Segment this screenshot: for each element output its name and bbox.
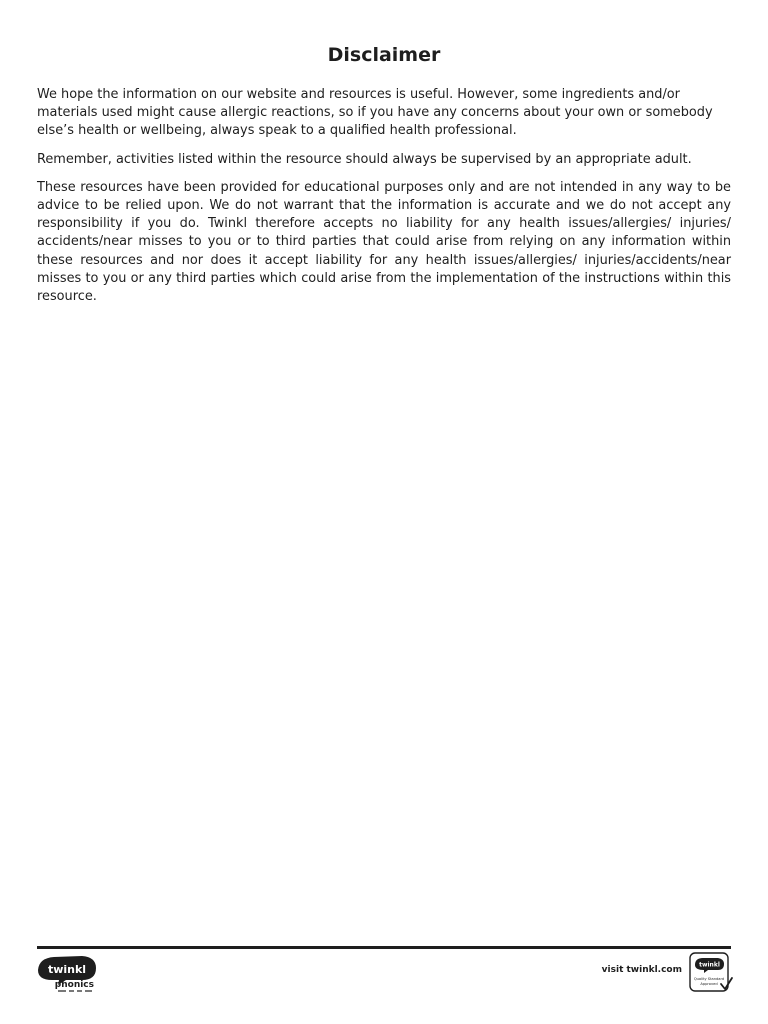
disclaimer-paragraph-2: Remember, activities listed within the resource should always be supervised by an appropriate adult. <box>37 151 692 167</box>
footer-divider <box>37 946 731 949</box>
logo-subtext: phonics <box>54 980 94 990</box>
logo-text: twinkl <box>47 963 87 976</box>
badge-text-line-2: Approved <box>700 982 718 986</box>
badge-brand: twinkl <box>699 961 720 969</box>
badge-text-line-1: Quality Standard <box>693 977 725 981</box>
disclaimer-body <box>37 86 731 316</box>
disclaimer-paragraph-3: These resources have been provided for educational purposes only and are not intended in any way to be advice to be relied upon. We do not warrant that the information is accurate and we do not accept any responsibility if you do. Twinkl therefore accepts no liability for any health issues/allergies/ injuries/ accidents/near misses to you or to third parties that could arise from relying on any information within these resources and nor does it accept liability for any health issues/allergies/ injuries/accidents/near misses to you or any third parties which could arise from the implementation of the instructions within this resource. <box>37 179 731 305</box>
quality-standard-badge <box>688 951 734 993</box>
twinkl-phonics-logo <box>36 954 100 992</box>
visit-twinkl-link[interactable]: visit twinkl.com <box>601 965 682 975</box>
disclaimer-paragraph-1: We hope the information on our website and resources is useful. However, some ingredients and/or materials used might cause allergic reactions, so if you have any concerns about your own or somebody else’s health or wellbeing, always speak to a qualified health professional. <box>37 87 713 139</box>
page-title: Disclaimer <box>327 44 441 66</box>
